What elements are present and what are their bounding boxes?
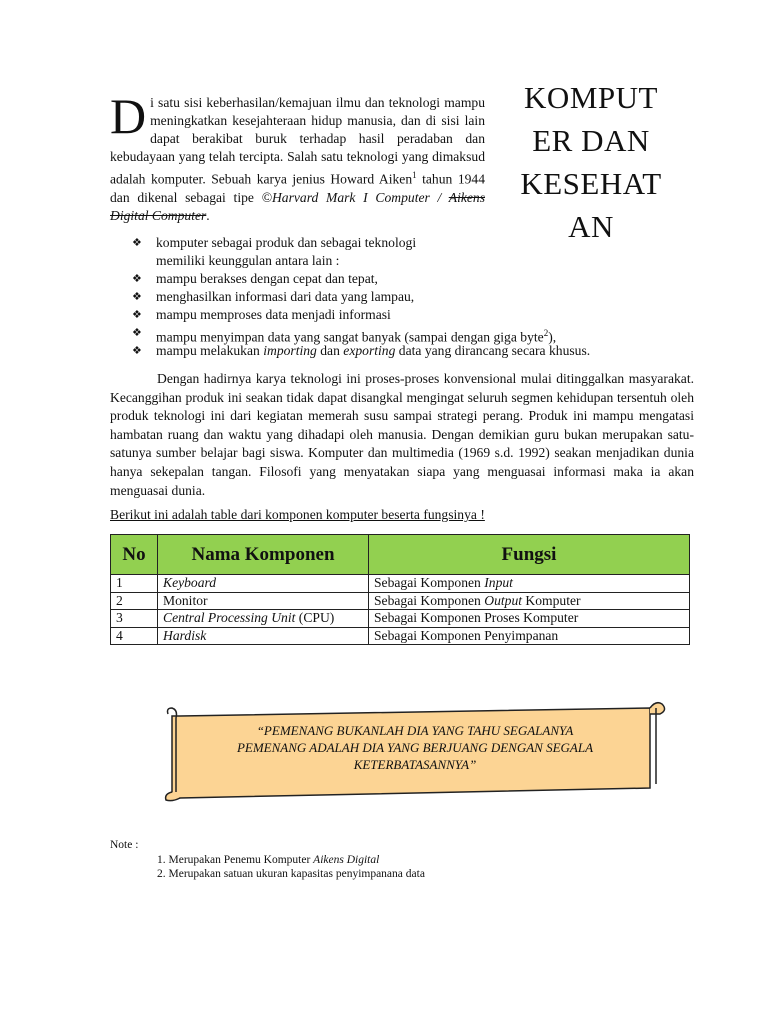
- note-label: Note :: [110, 839, 139, 851]
- quote-line: “PEMENANG BUKANLAH DIA YANG TAHU SEGALANYA: [256, 723, 574, 738]
- diamond-bullet-icon: ❖: [132, 309, 142, 321]
- footnote-ref-1: 1: [412, 170, 417, 180]
- function-emphasis: Output: [484, 592, 523, 608]
- bullet-text-part: data yang dirancang secara khusus.: [395, 343, 591, 358]
- diamond-bullet-icon: ❖: [132, 237, 142, 249]
- page-title: KOMPUT ER DAN KESEHAT AN: [520, 80, 662, 244]
- function-text: Sebagai Komponen: [374, 592, 485, 608]
- table-row: [111, 575, 690, 593]
- footnote-text: 1. Merupakan Penemu Komputer: [157, 854, 314, 866]
- struck-text: Aikens Digital Computer: [110, 189, 486, 223]
- diamond-bullet-icon: ❖: [132, 273, 142, 285]
- bullet-line: komputer sebagai produk dan sebagai teknologi: [156, 235, 417, 250]
- bullet-text: mampu memproses data menjadi informasi: [156, 307, 391, 322]
- table-row: [111, 627, 690, 645]
- cell-no: 3: [111, 610, 158, 628]
- bullet-text: [156, 342, 590, 360]
- bullet-text: mampu berakses dengan cepat dan tepat,: [156, 271, 378, 286]
- footnote-ref-2: 2: [543, 328, 549, 338]
- component-name: Central Processing Unit: [163, 610, 296, 626]
- diamond-bullet-icon: ❖: [132, 345, 142, 357]
- footnote-1: [157, 853, 379, 867]
- component-name: Hardisk: [163, 627, 207, 643]
- intro-text-2: tahun 1944 dan dikenal sebagai tipe: [110, 171, 486, 205]
- table-row: [111, 592, 690, 610]
- table-header-row: [111, 535, 690, 575]
- footnote-2: 2. Merupakan satuan ukuran kapasitas penyimpanana data: [157, 868, 425, 880]
- col-header-function: Fungsi: [369, 535, 690, 575]
- cell-function: [369, 575, 690, 593]
- bullet-text: [156, 234, 416, 270]
- function-emphasis: Input: [484, 575, 513, 591]
- cell-name: [158, 610, 369, 628]
- table-caption: Berikut ini adalah table dari komponen komputer beserta fungsinya !: [110, 507, 485, 522]
- bullet-line: memiliki keunggulan antara lain :: [156, 253, 340, 268]
- drop-cap: D: [110, 88, 147, 144]
- bullet-text-part: dan: [316, 343, 344, 358]
- cell-no: 4: [111, 627, 158, 645]
- diamond-bullet-icon: ❖: [132, 327, 142, 339]
- function-text: Sebagai Komponen: [374, 575, 485, 591]
- footnote-emphasis: Aikens Digital: [313, 854, 380, 866]
- component-name: Keyboard: [163, 575, 217, 591]
- cell-name: Monitor: [158, 592, 369, 610]
- cell-name: [158, 575, 369, 593]
- intro-end: .: [206, 207, 210, 223]
- bullet-text: menghasilkan informasi dari data yang lampau,: [156, 289, 415, 304]
- computer-type: ©Harvard Mark I Computer /: [261, 189, 449, 205]
- quote-text: [180, 722, 650, 773]
- component-abbrev: (CPU): [295, 610, 335, 626]
- cell-no: 1: [111, 575, 158, 593]
- table-row: [111, 610, 690, 628]
- components-table: [110, 534, 690, 645]
- bullet-emphasis: importing: [263, 343, 317, 358]
- intro-text: i satu sisi keberhasilan/kemajuan ilmu dan teknologi mampu meningkatkan kesejahteraan hidup manusia, dan di sisi lain dapat berakibat buruk terhadap hasil peradaban dan kebudayaan yang telah tercipta. Salah satu teknologi yang dimaksud adalah komputer. Sebuah karya jenius Howard Aiken: [110, 95, 485, 187]
- quote-line: KETERBATASANNYA”: [353, 757, 477, 772]
- col-header-no: No: [111, 535, 158, 575]
- cell-name: [158, 627, 369, 645]
- col-header-name: Nama Komponen: [158, 535, 369, 575]
- cell-function: [369, 592, 690, 610]
- bullet-text-part: mampu melakukan: [156, 343, 264, 358]
- cell-function: Sebagai Komponen Proses Komputer: [369, 610, 690, 628]
- paragraph-text: Dengan hadirnya karya teknologi ini proses-proses konvensional mulai ditinggalkan masyarakat. Kecanggihan produk ini seakan tidak dapat disangkal mengingat seluruh segmen kehidupan tersentuh oleh produk teknologi ini dari kegiatan memerah susu sampai strategi perang. Produk ini mampu mengatasi hambatan ruang dan waktu yang dihadapi oleh manusia. Dengan demikian guru bukan merupakan satu-satunya sumber belajar bagi siswa. Komputer dan multimedia (1969 s.d. 1992) seakan menjadikan dunia hanya sekepalan tangan. Filosofi yang menyatakan siapa yang menguasai informasi maka ia akan menguasai dunia.: [110, 371, 694, 498]
- bullet-text-part: mampu menyimpan data yang sangat banyak (sampai dengan giga byte: [156, 329, 544, 345]
- cell-no: 2: [111, 592, 158, 610]
- intro-paragraph: [110, 88, 486, 225]
- body-paragraph: [110, 370, 694, 500]
- bullet-text-part: ),: [548, 329, 557, 345]
- function-text: Komputer: [522, 592, 581, 608]
- cell-function: Sebagai Komponen Penyimpanan: [369, 627, 690, 645]
- quote-line: PEMENANG ADALAH DIA YANG BERJUANG DENGAN SEGALA: [236, 740, 594, 755]
- bullet-emphasis: exporting: [343, 343, 396, 358]
- diamond-bullet-icon: ❖: [132, 291, 142, 303]
